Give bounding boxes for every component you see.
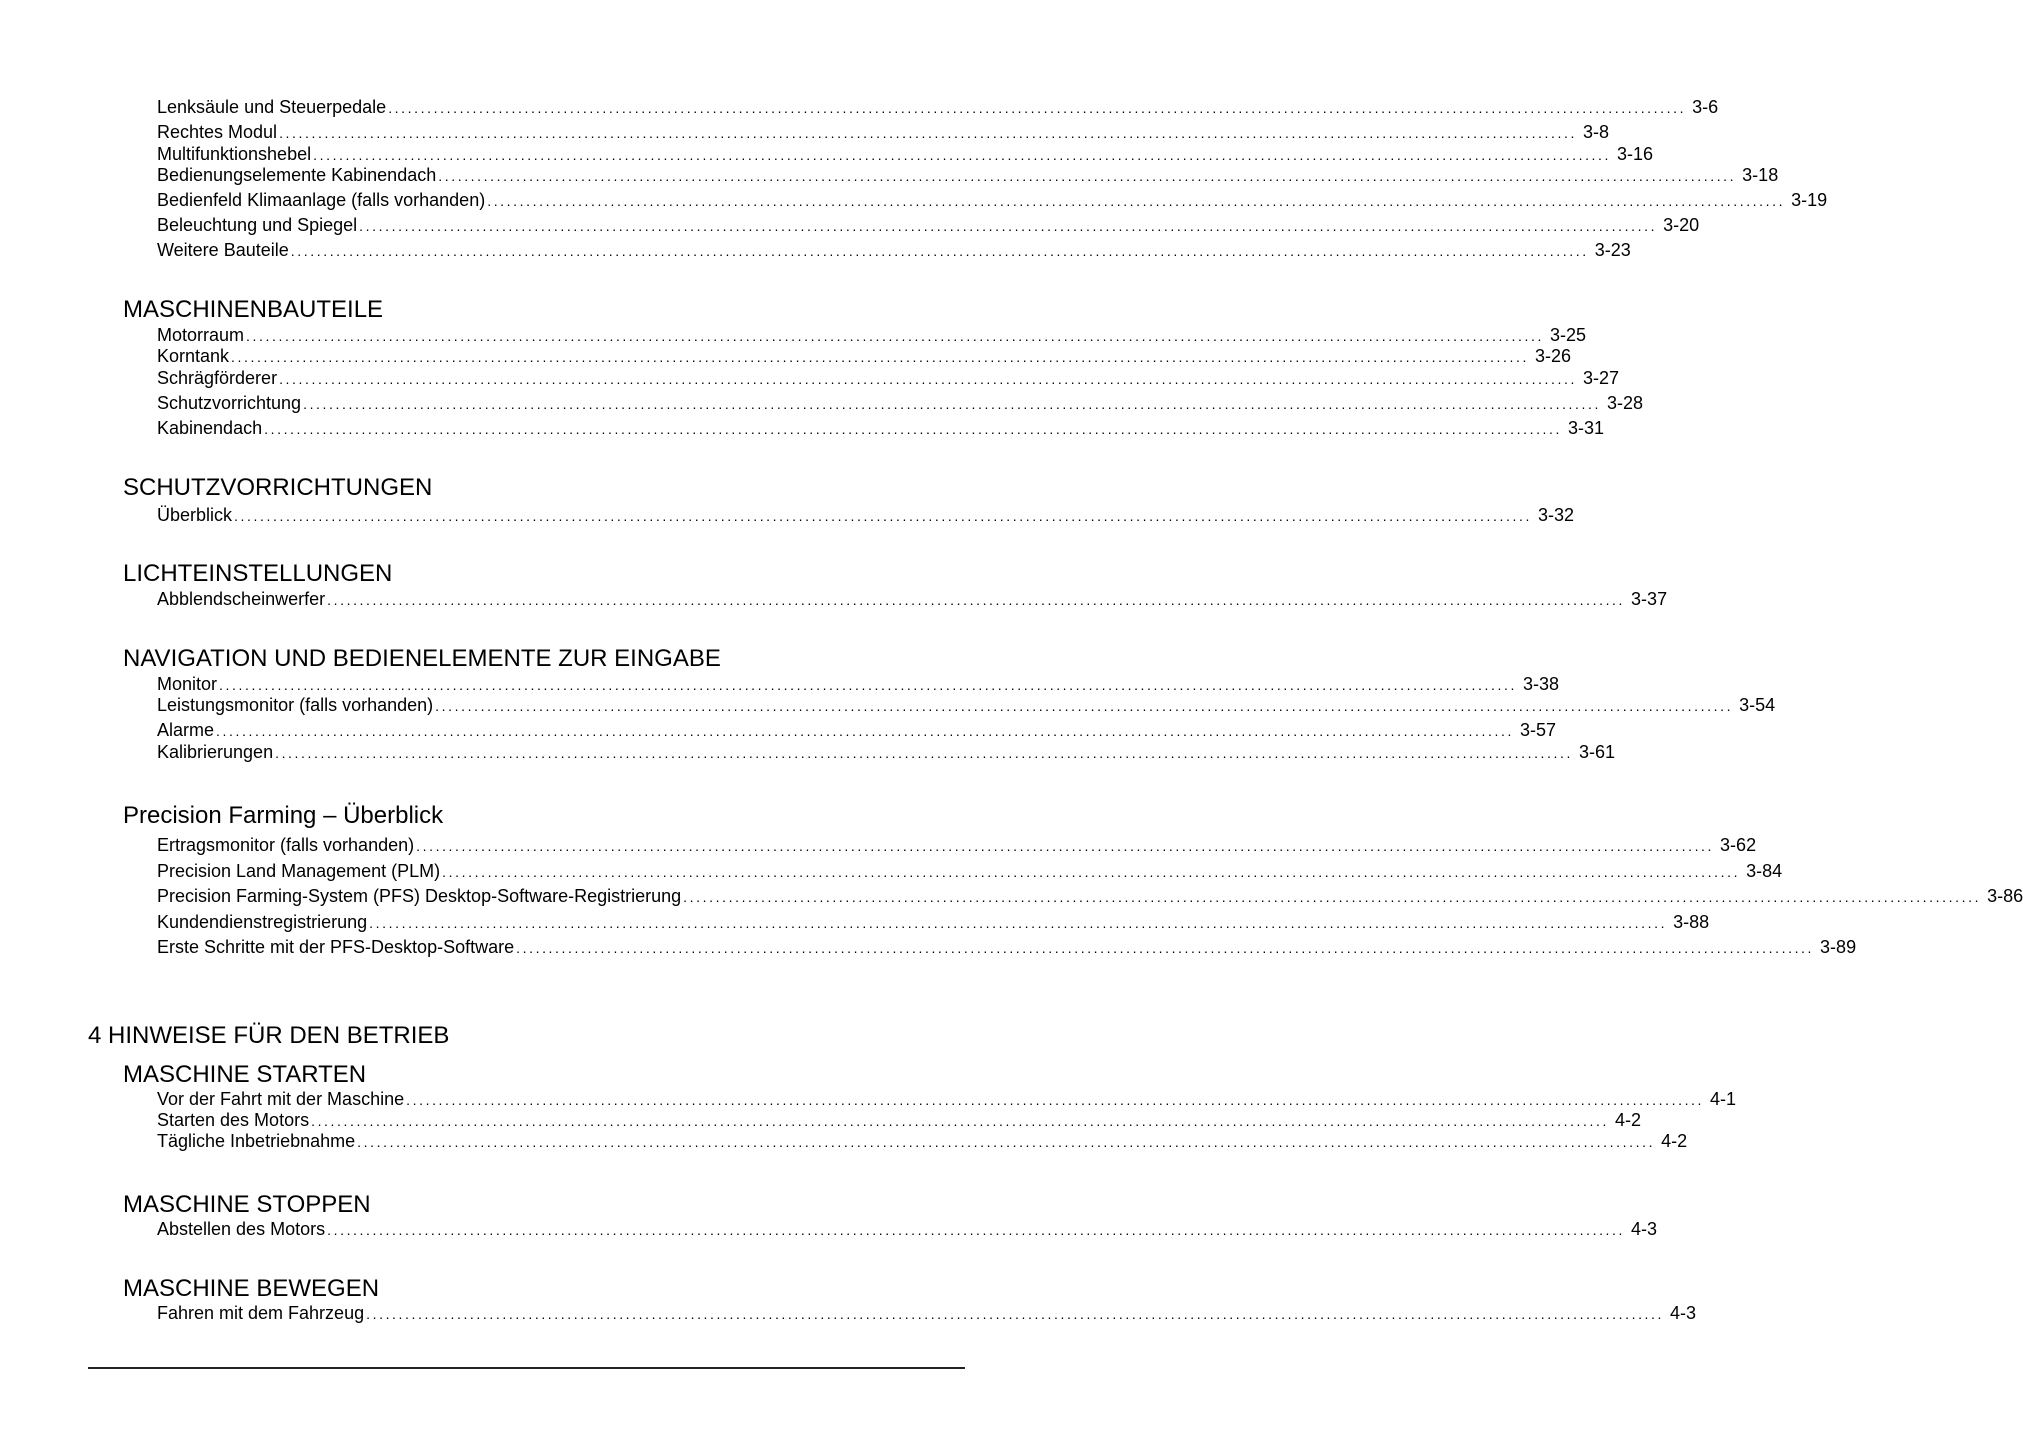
section-heading: NAVIGATION UND BEDIENELEMENTE ZUR EINGABE [123,645,721,672]
section-heading: MASCHINE STOPPEN [123,1191,371,1218]
toc-entry-title: Ertragsmonitor (falls vorhanden) [157,835,415,855]
toc-entry-page: 3-27 [1583,368,1620,388]
toc-entry[interactable] [157,164,1779,187]
toc-entry[interactable] [157,504,1574,527]
dot-leader: ........................................................................................................................................................................................................ [366,1306,1665,1322]
toc-entry[interactable] [157,324,1586,347]
toc-entry[interactable] [157,1109,1642,1132]
dot-leader: ........................................................................................................................................................................................................ [416,838,1715,854]
toc-entry-title: Abblendscheinwerfer [157,589,326,609]
toc-entry[interactable] [157,885,2023,908]
toc-entry[interactable] [157,834,1757,857]
toc-entry-page: 3-25 [1549,325,1586,345]
toc-entry-title: Multifunktionshebel [157,144,312,164]
dot-leader: ........................................................................................................................................................................................................ [438,168,1737,184]
toc-entry-title: Motorraum [157,325,245,345]
dot-leader: ........................................................................................................................................................................................................ [246,328,1544,344]
toc-entry[interactable] [157,936,1857,959]
toc-entry-title: Beleuchtung und Spiegel [157,215,358,235]
toc-entry[interactable] [157,860,1783,883]
dot-leader: ........................................................................................................................................................................................................ [311,1113,1610,1129]
section-heading: LICHTEINSTELLUNGEN [123,560,393,587]
toc-entry-page: 3-16 [1617,144,1654,164]
toc-entry-page: 3-6 [1692,97,1719,117]
toc-entry[interactable] [157,121,1610,144]
toc-entry-title: Precision Land Management (PLM) [157,861,441,881]
toc-entry[interactable] [157,345,1572,368]
toc-entry[interactable] [157,741,1616,764]
toc-entry[interactable] [157,96,1719,119]
toc-entry[interactable] [157,588,1668,611]
toc-entry-title: Weitere Bauteile [157,240,289,260]
toc-entry[interactable] [157,1218,1658,1241]
toc-entry-title: Kabinendach [157,418,263,438]
toc-entry-page: 3-26 [1534,346,1572,366]
toc-entry-title: Fahren mit dem Fahrzeug [157,1303,365,1323]
toc-entry-page: 4-1 [1710,1089,1737,1109]
dot-leader: ........................................................................................................................................................................................................ [219,677,1517,693]
dot-leader: ........................................................................................................................................................................................................ [435,698,1734,714]
toc-entry-title: Alarme [157,720,215,740]
dot-leader: ........................................................................................................................................................................................................ [388,100,1687,116]
dot-leader: ........................................................................................................................................................................................................ [487,193,1786,209]
toc-entry-page: 3-61 [1579,742,1616,762]
toc-entry[interactable] [157,189,1828,212]
dot-leader: ........................................................................................................................................................................................................ [442,864,1741,880]
toc-entry[interactable] [157,1088,1737,1111]
toc-entry[interactable] [157,1302,1697,1325]
toc-entry-page: 3-18 [1742,165,1779,185]
dot-leader: ........................................................................................................................................................................................................ [264,421,1563,437]
toc-entry-title: Tägliche Inbetriebnahme [157,1131,356,1151]
dot-leader: ........................................................................................................................................................................................................ [359,218,1658,234]
toc-entry-title: Bedienungselemente Kabinendach [157,165,437,185]
toc-entry-page: 3-31 [1568,418,1605,438]
toc-entry-title: Vor der Fahrt mit der Maschine [157,1089,405,1109]
chapter-title: 4 HINWEISE FÜR DEN BETRIEB [88,1022,450,1049]
dot-leader: ........................................................................................................................................................................................................ [231,349,1529,365]
dot-leader: ........................................................................................................................................................................................................ [327,592,1626,608]
dot-leader: ........................................................................................................................................................................................................ [290,243,1589,259]
footer-rule [88,1367,965,1369]
toc-entry-page: 3-37 [1631,589,1668,609]
dot-leader: ........................................................................................................................................................................................................ [516,940,1815,956]
toc-entry-title: Bedienfeld Klimaanlage (falls vorhanden) [157,190,486,210]
toc-entry-page: 3-23 [1594,240,1631,260]
dot-leader: ........................................................................................................................................................................................................ [327,1222,1626,1238]
section-heading: MASCHINE STARTEN [123,1061,367,1088]
toc-entry-page: 3-84 [1746,861,1783,881]
toc-entry-title: Schrägförderer [157,368,278,388]
toc-entry-page: 3-8 [1583,122,1610,142]
section-heading: MASCHINE BEWEGEN [123,1275,380,1302]
toc-entry-title: Kundendienstregistrierung [157,912,368,932]
toc-entry[interactable] [157,214,1700,237]
toc-entry-title: Monitor [157,674,218,694]
toc-entry-page: 4-3 [1631,1219,1658,1239]
dot-leader: ........................................................................................................................................................................................................ [683,889,1982,905]
toc-entry[interactable] [157,392,1644,415]
toc-entry[interactable] [157,239,1631,262]
dot-leader: ........................................................................................................................................................................................................ [234,508,1532,524]
dot-leader: ........................................................................................................................................................................................................ [303,396,1602,412]
toc-entry-page: 3-54 [1739,695,1776,715]
toc-entry[interactable] [157,719,1556,742]
toc-entry-page: 4-2 [1661,1131,1688,1151]
toc-entry-page: 3-32 [1537,505,1574,525]
dot-leader: ........................................................................................................................................................................................................ [313,147,1612,163]
toc-entry-page: 3-28 [1607,393,1644,413]
toc-entry[interactable] [157,1130,1688,1153]
toc-entry-page: 3-20 [1663,215,1700,235]
dot-leader: ........................................................................................................................................................................................................ [357,1134,1656,1150]
toc-entry-title: Kalibrierungen [157,742,274,762]
dot-leader: ........................................................................................................................................................................................................ [406,1092,1705,1108]
toc-entry-title: Schutzvorrichtung [157,393,302,413]
toc-entry[interactable] [157,417,1605,440]
toc-entry-title: Überblick [157,505,233,525]
toc-entry[interactable] [157,694,1776,717]
toc-entry-page: 3-89 [1820,937,1857,957]
toc-entry[interactable] [157,911,1710,934]
toc-entry-title: Starten des Motors [157,1110,310,1130]
toc-entry-page: 4-3 [1670,1303,1697,1323]
toc-entry-page: 3-57 [1519,720,1556,740]
toc-entry-page: 3-88 [1673,912,1710,932]
toc-entry[interactable] [157,673,1559,696]
section-heading: Precision Farming – Überblick [123,802,444,829]
toc-entry-title: Rechtes Modul [157,122,278,142]
section-heading: MASCHINENBAUTEILE [123,296,384,323]
toc-entry-page: 3-86 [1987,886,2023,906]
toc-entry-page: 3-62 [1720,835,1757,855]
dot-leader: ........................................................................................................................................................................................................ [369,915,1668,931]
toc-entry[interactable] [157,143,1654,166]
dot-leader: ........................................................................................................................................................................................................ [216,723,1514,739]
toc-entry-title: Leistungsmonitor (falls vorhanden) [157,695,434,715]
dot-leader: ........................................................................................................................................................................................................ [279,125,1577,141]
dot-leader: ........................................................................................................................................................................................................ [275,745,1574,761]
toc-entry-page: 4-2 [1615,1110,1642,1130]
dot-leader: ........................................................................................................................................................................................................ [279,371,1577,387]
toc-entry-title: Precision Farming-System (PFS) Desktop-Software-Registrierung [157,886,682,906]
toc-entry-title: Lenksäule und Steuerpedale [157,97,387,117]
toc-entry-page: 3-38 [1522,674,1559,694]
toc-entry-page: 3-19 [1791,190,1828,210]
section-heading: SCHUTZVORRICHTUNGEN [123,474,433,501]
toc-entry-title: Korntank [157,346,230,366]
toc-entry-title: Abstellen des Motors [157,1219,326,1239]
toc-entry[interactable] [157,367,1620,390]
toc-entry-title: Erste Schritte mit der PFS-Desktop-Software [157,937,515,957]
